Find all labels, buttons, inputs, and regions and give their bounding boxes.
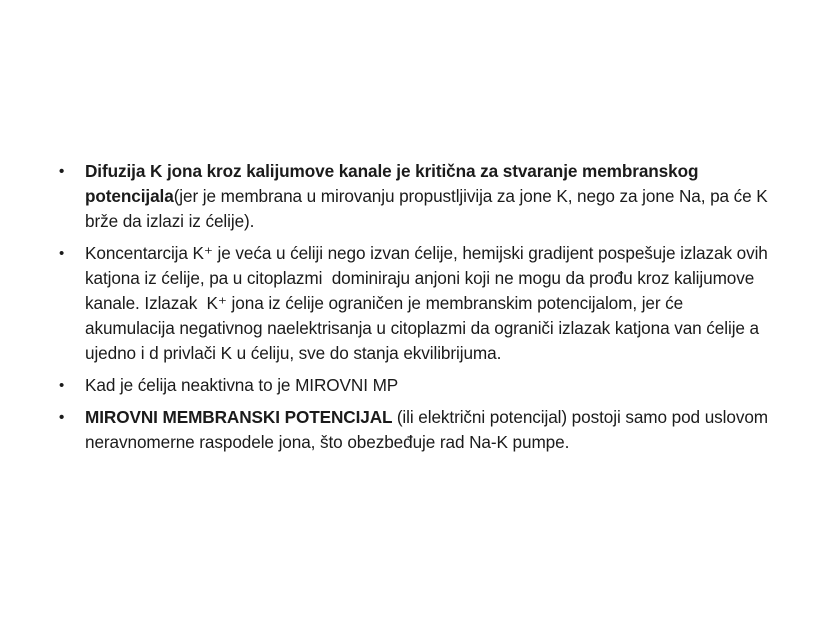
bullet-text bbox=[85, 159, 773, 234]
bullet-item bbox=[57, 241, 773, 366]
bullet-text bbox=[85, 373, 769, 398]
bullet-list bbox=[57, 159, 773, 455]
bullet-item bbox=[57, 159, 773, 234]
bullet-marker-icon: • bbox=[59, 163, 65, 180]
text-run: MIROVNI MEMBRANSKI POTENCIJAL bbox=[85, 407, 397, 427]
bullet-marker-icon: • bbox=[59, 245, 65, 262]
text-run: Koncentarcija K⁺ je veća u ćeliji nego izvan ćelije, hemijski gradijent pospešuje izlazak ovih katjona iz ćelije, pa u citoplazmi dominiraju anjoni koji ne mogu da prođu kroz kalijumove kanale. Izlazak K⁺ jona iz ćelije ograničen je membranskim potencijalom, jer će akumulacija negativnog naelektrisanja u citoplazmi da ograniči izlazak katjona van ćelije a ujedno i d privlači K u ćeliju, sve do stanja ekvilibrijuma. bbox=[85, 243, 773, 363]
bullet-item bbox=[57, 405, 773, 455]
text-run: (ili električni potencijal) postoji samo pod uslovom neravnomerne raspodele jona, što obezbeđuje rad Na-K pumpe. bbox=[85, 407, 773, 452]
text-run: (jer je membrana u mirovanju propustljivija za jone K, nego za jone Na, pa će K brže da izlazi iz ćelije). bbox=[85, 186, 773, 231]
bullet-text bbox=[85, 405, 773, 455]
bullet-text bbox=[85, 241, 773, 366]
text-run: Difuzija K jona kroz kalijumove kanale je kritična za stvaranje membranskog potencijala bbox=[85, 161, 704, 206]
text-run: Kad je ćelija neaktivna to je MIROVNI MP bbox=[85, 375, 399, 395]
bullet-marker-icon: • bbox=[59, 409, 65, 426]
bullet-item bbox=[57, 373, 769, 398]
bullet-marker-icon: • bbox=[59, 377, 65, 394]
